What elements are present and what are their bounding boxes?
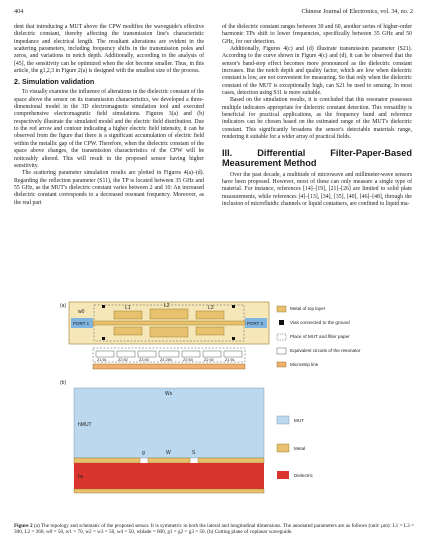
page-number: 404 xyxy=(14,8,24,15)
legend-swatch xyxy=(277,471,289,479)
resonator-arm xyxy=(196,327,224,335)
legend-label: Place of MUT and filter paper xyxy=(290,334,350,339)
port-2-label: PORT 2 xyxy=(247,321,264,326)
via xyxy=(232,305,235,308)
legend-label: Dielectric xyxy=(294,473,313,478)
dim-label: L1 xyxy=(125,305,131,311)
legend-a xyxy=(277,306,361,367)
legend-swatch xyxy=(277,348,286,354)
paragraph: of the dielectric constant ranges between 30 and 60, another series of higher-order harmonic TPs shift to lower frequencies, specifically between 35 GHz and 50 GHz, for our detection. xyxy=(222,24,412,45)
figure-2-graphic xyxy=(14,296,414,521)
panel-a-label: (a) xyxy=(60,303,67,309)
bottom-metal xyxy=(74,489,264,493)
resonator-arm xyxy=(196,311,224,319)
panel-b-label: (b) xyxy=(60,380,67,386)
section-label: g xyxy=(142,450,145,456)
tline-label: Z3 θ3 xyxy=(139,358,149,362)
right-column xyxy=(222,24,412,208)
section-heading: 2. Simulation validation xyxy=(14,77,95,87)
paragraph: The scattering parameter simulation results are plotted in Figures 4(a)–(d). Regarding the reflection parameter (S11), the TP is located between 35 GHz and 55 GHz, as the MUT's dielectric constant varies between 2 and 10: An increased dielectric constant corresponds to a decreased resonant frequency. Moreover, as the real part xyxy=(14,170,204,206)
left-column xyxy=(14,24,204,207)
section-label: S xyxy=(192,450,196,456)
ground-metal-left xyxy=(74,458,140,463)
caption-text: (a) The topology and schematic of the proposed sensor. It is symmetric in both the lateral and longitudinal dimensions. The annotated parameters are as follows (unit: μm): L1 = L3 = 300, L2 = 360, w0 = 50, w1 = 70, w2 = w3 = 50, w4 = 50, wblade = 600, g1 = g2 = g3 = 50. (b) Cutting plane of coplanar waveguide. xyxy=(14,523,414,536)
signal-metal xyxy=(148,458,190,463)
microstrip-line xyxy=(93,364,245,369)
dielectric-layer xyxy=(74,463,264,489)
caption-label: Figure 2 xyxy=(14,523,33,529)
tline-label: Z1 θ1 xyxy=(97,358,107,362)
legend-label: Metal of top layer xyxy=(290,306,326,311)
ground-metal-right xyxy=(198,458,264,463)
cross-section xyxy=(74,388,264,493)
paragraph: Over the past decade, a multitude of microwave and millimeter-wave sensors have been proposed. However, most of these can only measure a single type of material. For instance, references [14]–[19], [21]–[26] are limited to solid plate measurements, while references [4]–[13], [34], [35], [40], [46]–[48], through the inclusion of microfluidic channels or liquid containers, are confined to liquid ma- xyxy=(222,171,412,207)
legend-swatch xyxy=(277,444,289,452)
legend-label: Microstrip line xyxy=(290,362,319,367)
legend-label: MUT xyxy=(294,418,304,423)
legend-label: Metal xyxy=(294,446,306,451)
tline-label: Z2 θ2 xyxy=(204,358,214,362)
resonator-arm xyxy=(114,327,142,335)
paragraph: To visually examine the influence of alterations in the dielectric constant of the space above the sensor on its transmission characteristics, we developed a three-dimensional model in the 3D electromagnetic simulation tool and executed comprehensive electromagnetic field simulations. Figures 3(a) and (b) respectively illustrate the simulated model and the electric field distribution. Due to the red arrow and contour indicating a higher electric field intensity, it can be observed from the figure that there is a significant accumulation of electric field within the metallic gap of the CPW. Therefore, when the dielectric constant of the space above changes, the transmission characteristics of the CPW will be noticeably altered. This will result in the proposed sensor having higher sensitivity. xyxy=(14,89,204,169)
mut-layer xyxy=(74,388,264,458)
center-line xyxy=(93,321,245,325)
resonator-arm xyxy=(150,327,188,337)
section-label: Ws xyxy=(165,391,173,397)
journal-title: Chinese Journal of Electronics, vol. 34, no. 2 xyxy=(301,8,413,15)
legend-swatch xyxy=(277,306,286,312)
legend-swatch xyxy=(277,362,286,367)
paragraph: dent that introducing a MUT above the CPW modifies the waveguide's effective dielectric constant, thereby affecting the transmission line's characteristic impedance and electrical length. The resultant alterations are evident in the scattering parameters, including frequency shifts in the transmission poles and zeros, and variations in notch depth. Additionally, according to the analysis of [45], the sensitivity can be optimized when the slot become smaller. Thus, in this article, the g1,2,3 in Figure 2(a) is designed with the smallest size of the process. xyxy=(14,24,204,75)
via xyxy=(102,337,105,340)
legend-b xyxy=(277,416,314,479)
tline-label: Z3 θ3 xyxy=(183,358,193,362)
resonator-arm xyxy=(150,309,188,319)
legend-swatch xyxy=(279,320,284,325)
section-label: hs xyxy=(78,474,84,480)
paragraph: Additionally, Figures 4(c) and (d) illustrate transmission parameter (S21). According to the curve shown in Figure 4(c) and (d), it can be observed that the sensor's band-stop effect becomes more pronounced as the dielectric constant increases. But the notch depth and quality factor, which are low when dielectric constant is low, are not convenient for measuring. So that only when the dielectric constant of the MUT is exceptionally high, can S21 be used to sensing. In most cases, detection using S11 is more suitable. xyxy=(222,46,412,97)
running-header xyxy=(14,8,413,18)
equivalent-circuit xyxy=(96,351,242,357)
section-heading: III. Differential Filter-Paper-Based Measurement Method xyxy=(222,147,412,168)
dim-label: L3 xyxy=(208,305,214,311)
via xyxy=(102,305,105,308)
tline-label: Z4 2θ4 xyxy=(160,358,172,362)
section-label: W xyxy=(166,450,171,456)
paragraph: Based on the simulation results, it is concluded that this resonator possesses multiple indicators appropriate for dielectric constant detection. This versatility is beneficial for practical applications, as the frequency band and reference indicators can be chosen based on the estimated range of the MUT's dielectric constant. This significantly broadens the sensor's detectable materials range, rendering it suitable for a wider array of practical fields. xyxy=(222,97,412,141)
port-1-label: PORT 1 xyxy=(73,321,90,326)
dim-label: L2 xyxy=(164,303,170,309)
section-label: hMUT xyxy=(78,422,92,428)
legend-label: Vias connected to the ground xyxy=(290,320,350,325)
figure-2 xyxy=(14,296,414,521)
tline-label: Z2 θ2 xyxy=(118,358,128,362)
dim-label: w0 xyxy=(78,309,85,315)
resonator-arm xyxy=(114,311,142,319)
legend-swatch xyxy=(277,416,289,424)
tline-label: Z1 θ1 xyxy=(225,358,235,362)
via xyxy=(232,337,235,340)
figure-caption xyxy=(14,523,414,536)
legend-label: Equivalent circuits of the resonator xyxy=(290,348,361,353)
legend-swatch xyxy=(277,334,286,340)
